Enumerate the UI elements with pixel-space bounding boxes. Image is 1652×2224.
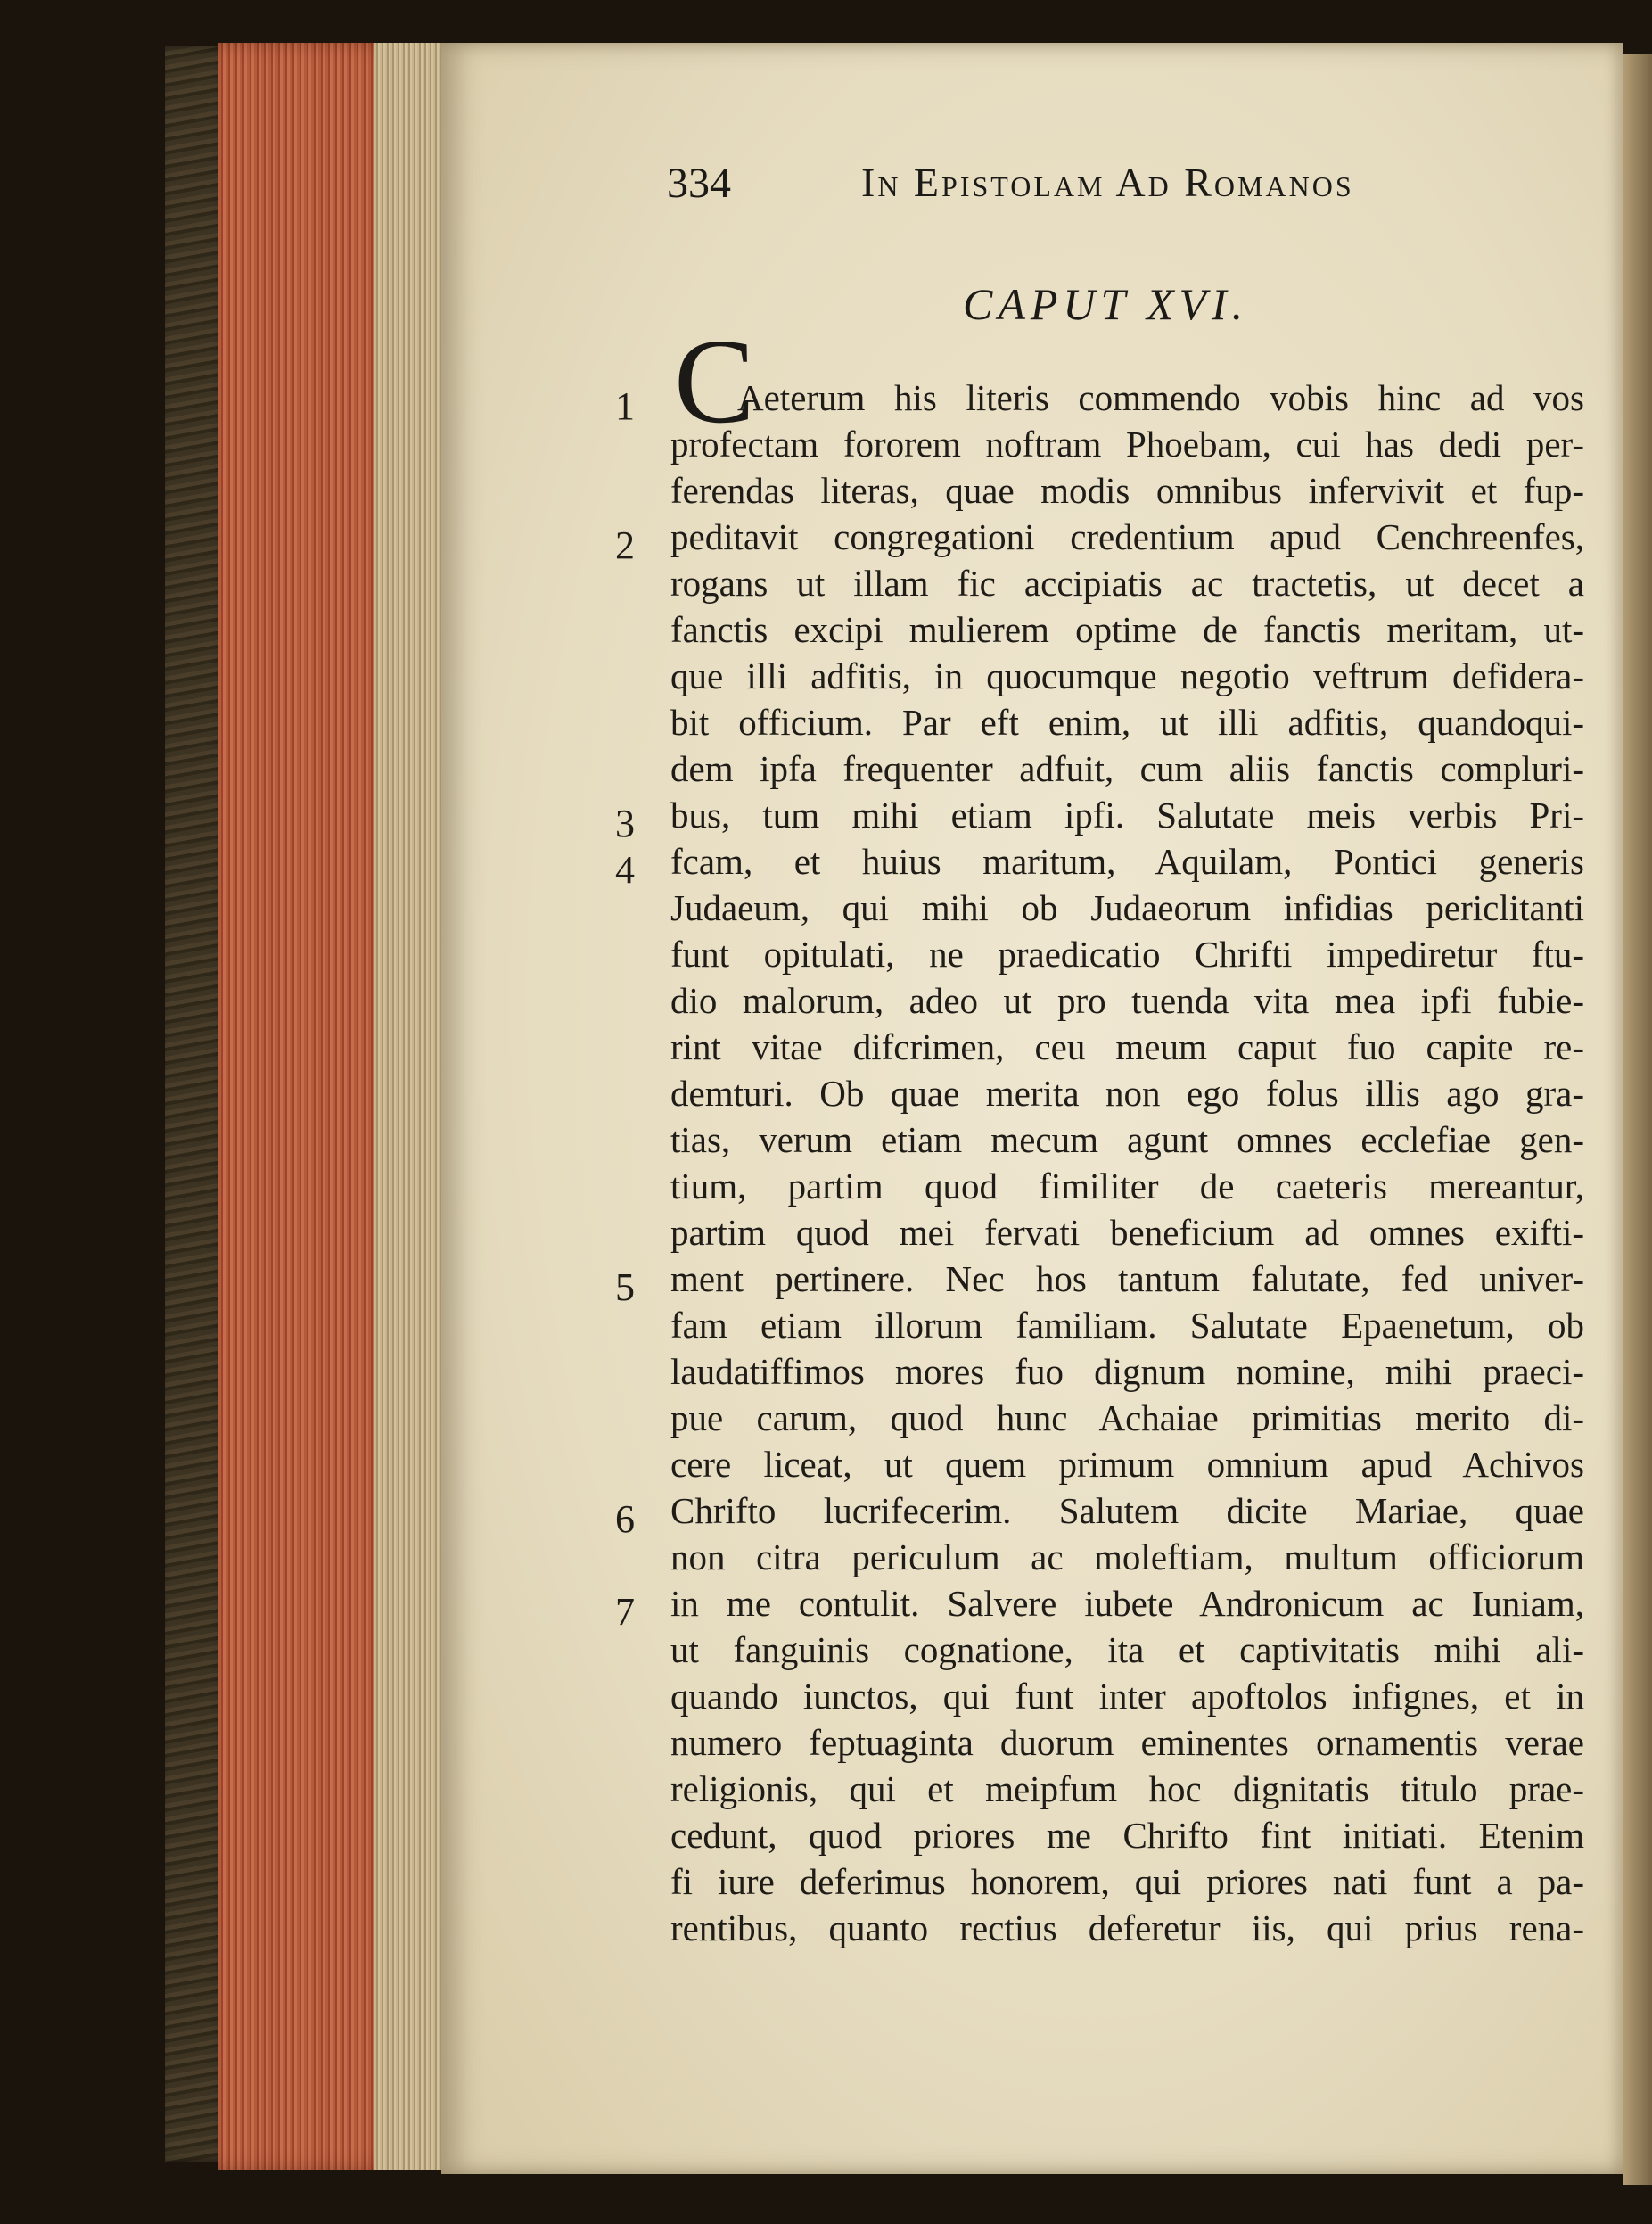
text-line: Aeterum his literis commendo vobis hinc ad vos xyxy=(737,377,1584,418)
text-line: cedunt, quod priores me Chrifto fint initiati. Etenim xyxy=(670,1815,1584,1856)
drop-cap: C xyxy=(674,315,755,449)
text-line: Chrifto lucrifecerim. Salutem dicite Mariae, quae xyxy=(670,1490,1584,1531)
text-line: ment pertinere. Nec hos tantum falutate, fed univer- xyxy=(670,1258,1584,1299)
text-line: profectam fororem noftram Phoebam, cui has dedi per- xyxy=(670,424,1584,465)
text-line: rogans ut illam fic accipiatis ac tractetis, ut decet a xyxy=(670,563,1584,604)
text-line: bus, tum mihi etiam ipfi. Salutate meis verbis Pri- xyxy=(670,795,1584,836)
text-line: numero feptuaginta duorum eminentes ornamentis verae xyxy=(670,1722,1584,1763)
text-line: cere liceat, ut quem primum omnium apud Achivos xyxy=(670,1444,1584,1485)
text-line: ut fanguinis cognatione, ita et captivitatis mihi ali- xyxy=(670,1629,1584,1670)
verse-number: 2 xyxy=(615,523,635,567)
verse-number: 3 xyxy=(615,802,635,845)
verse-number: 7 xyxy=(615,1590,635,1634)
page-number: 334 xyxy=(667,160,731,207)
text-line: dem ipfa frequenter adfuit, cum aliis fanctis compluri- xyxy=(670,748,1584,789)
text-line: bit officium. Par eft enim, ut illi adfitis, quandoqui- xyxy=(670,702,1584,743)
text-line: que illi adfitis, in quocumque negotio veftrum defidera- xyxy=(670,655,1584,696)
verse-number: 6 xyxy=(615,1497,635,1541)
text-line: religionis, qui et meipfum hoc dignitatis titulo prae- xyxy=(670,1768,1584,1809)
text-line: Judaeum, qui mihi ob Judaeorum infidias periclitanti xyxy=(670,887,1584,928)
chapter-title: CAPUT XVI. xyxy=(963,279,1249,329)
text-line: quando iunctos, qui funt inter apoftolos infignes, et in xyxy=(670,1676,1584,1717)
text-line: ferendas literas, quae modis omnibus infervivit et fup- xyxy=(670,470,1584,511)
text-line: non citra periculum ac moleftiam, multum officiorum xyxy=(670,1536,1584,1577)
text-line: tium, partim quod fimiliter de caeteris mereantur, xyxy=(670,1166,1584,1207)
text-line: tias, verum etiam mecum agunt omnes ecclefiae gen- xyxy=(670,1119,1584,1160)
text-line: fi iure deferimus honorem, qui priores nati funt a pa- xyxy=(670,1861,1584,1902)
text-line: pue carum, quod hunc Achaiae primitias merito di- xyxy=(670,1397,1584,1438)
text-line: partim quod mei fervati beneficium ad omnes exifti- xyxy=(670,1212,1584,1253)
verse-number: 4 xyxy=(615,848,635,892)
text-line: dio malorum, adeo ut pro tuenda vita mea ipfi fubie- xyxy=(670,980,1584,1021)
text-line: demturi. Ob quae merita non ego folus illis ago gra- xyxy=(670,1073,1584,1114)
verse-number: 1 xyxy=(615,384,635,428)
page-stack xyxy=(374,43,446,2170)
text-line: in me contulit. Salvere iubete Andronicum ac Iuniam, xyxy=(670,1583,1584,1624)
text-line: peditavit congregationi credentium apud Cenchreenfes, xyxy=(670,516,1584,557)
text-line: fcam, et huius maritum, Aquilam, Pontici generis xyxy=(670,841,1584,882)
running-head: In Epistolam Ad Romanos xyxy=(861,160,1354,205)
text-line: rentibus, quanto rectius deferetur iis, qui prius rena- xyxy=(670,1907,1584,1948)
verse-number: 5 xyxy=(615,1265,635,1309)
text-line: fam etiam illorum familiam. Salutate Epaenetum, ob xyxy=(670,1305,1584,1346)
text-line: rint vitae difcrimen, ceu meum caput fuo capite re- xyxy=(670,1026,1584,1067)
text-line: funt opitulati, ne praedicatio Chrifti impediretur ftu- xyxy=(670,934,1584,975)
facing-page-edge xyxy=(1623,54,1652,2185)
text-line: fanctis excipi mulierem optime de fanctis meritam, ut- xyxy=(670,609,1584,650)
text-line: laudatiffimos mores fuo dignum nomine, mihi praeci- xyxy=(670,1351,1584,1392)
